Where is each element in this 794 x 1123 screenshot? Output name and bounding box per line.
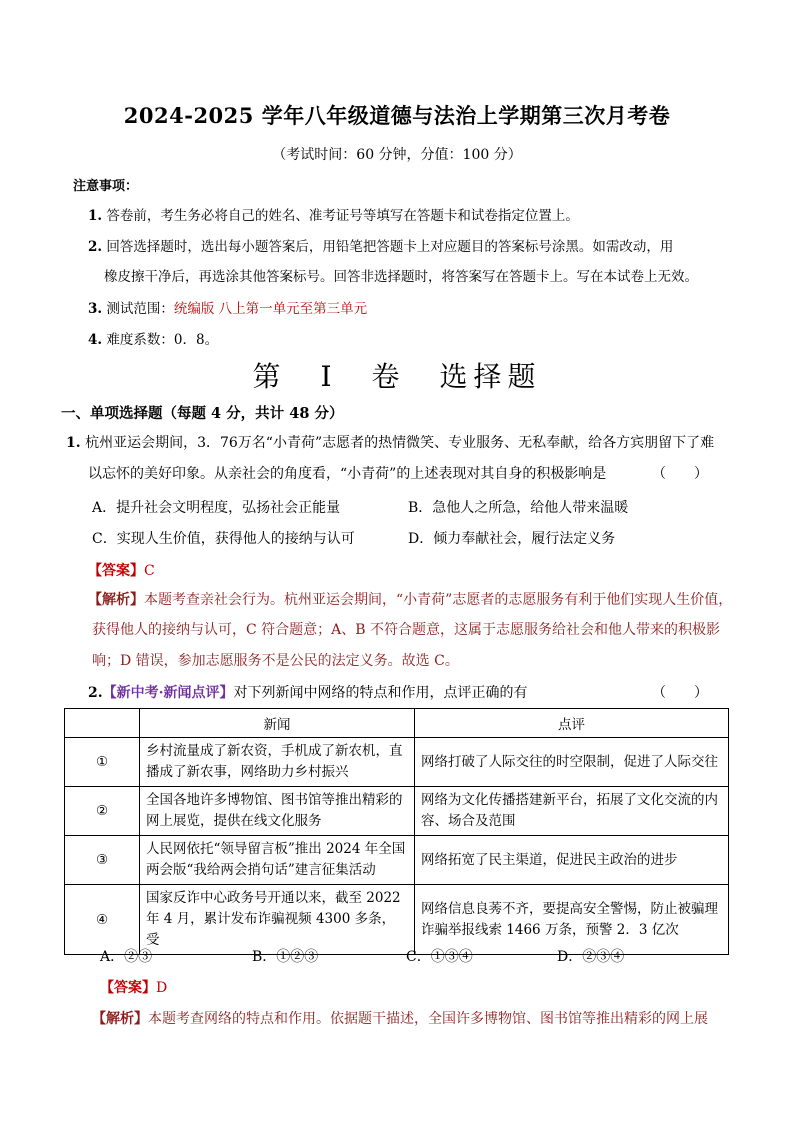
section-title: 第 I 卷 选择题: [252, 360, 542, 393]
q1-answer-value: C: [144, 563, 155, 579]
notice-item-1: [88, 206, 579, 226]
row-news: 全国各地许多博物馆、图书馆等推出精彩的网上展览，提供在线文化服务: [140, 787, 415, 836]
notice-heading: 注意事项：: [73, 179, 139, 194]
q2-analysis-tag: 【解析】: [92, 1011, 148, 1027]
q1-line1: [66, 428, 714, 458]
notice-item-1-num: 1.: [88, 208, 103, 224]
notice-item-3: [88, 299, 367, 319]
notice-item-4-num: 4.: [88, 332, 103, 348]
q1-analysis-text1: 本题考查亲社会行为。杭州亚运会期间，“小青荷”志愿者的志愿服务有利于他们实现人生价值，: [144, 592, 733, 608]
q2-number: 2.: [88, 685, 103, 701]
q2-analysis-text1: 本题考查网络的特点和作用。依据题干描述，全国许多博物馆、图书馆等推出精彩的网上展: [148, 1011, 708, 1027]
row-news: 国家反诈中心政务号开通以来，截至 2022 年 4 月，累计发布诈骗视频 4300 多条，受: [140, 885, 415, 955]
table-row: [65, 787, 729, 836]
notice-item-4-text: 难度系数：0．8。: [106, 332, 219, 348]
q1-option-d: D．倾力奉献社会，履行法定义务: [408, 531, 616, 547]
q1-analysis-line2: 获得他人的接纳与认可，C 符合题意；A、B 不符合题意，这属于志愿服务给社会和他人带来的积极影: [92, 622, 721, 638]
table-row: [65, 885, 729, 955]
q1-answer-tag: 【答案】: [88, 563, 144, 579]
header-comment: 点评: [415, 709, 729, 738]
table-row: [65, 836, 729, 885]
q2-analysis-line1: [92, 1003, 708, 1035]
notice-item-2-cont: 橡皮擦干净后，再选涂其他答案标号。回答非选择题时，将答案写在答题卡上。写在本试卷上无效。: [104, 269, 698, 285]
q2-option-b: B．①②③: [252, 949, 319, 965]
q1-analysis-line3: 响；D 错误，参加志愿服务不是公民的法定义务。故选 C。: [92, 653, 459, 669]
q2-option-c: C．①③④: [406, 949, 473, 965]
row-num: ①: [65, 738, 140, 787]
q2-answer: [100, 977, 167, 997]
q2-stem: 对下列新闻中网络的特点和作用，点评正确的有: [233, 685, 528, 701]
q2-line1: [88, 678, 528, 708]
q2-answer-value: D: [156, 980, 168, 996]
q2-option-d: D．②③④: [557, 949, 625, 965]
q2-bracket: （ ）: [652, 685, 708, 701]
part-heading: 一、单项选择题（每题 4 分，共计 48 分）: [61, 405, 344, 422]
row-comment: 网络为文化传播搭建新平台，拓展了文化交流的内容、场合及范围: [415, 787, 729, 836]
q1-stem-line1: 杭州亚运会期间，3．76万名“小青荷”志愿者的热情微笑、专业服务、无私奉献，给各方宾朋留下了难: [85, 435, 715, 451]
row-num: ④: [65, 885, 140, 955]
q1-answer: [88, 560, 155, 580]
notice-item-1-text: 答卷前，考生务必将自己的姓名、准考证号等填写在答题卡和试卷指定位置上。: [106, 208, 579, 224]
notice-item-2-line1: 回答选择题时，选出每小题答案后，用铅笔把答题卡上对应题目的答案标号涂黑。如需改动，用: [106, 239, 674, 255]
row-comment: 网络信息良莠不齐，要提高安全警惕，防止被骗理诈骗举报线索 1466 万条，预警 2．3 亿次: [415, 885, 729, 955]
header-news: 新闻: [140, 709, 415, 738]
exam-title: 2024-2025 学年八年级道德与法治上学期第三次月考卷: [123, 103, 671, 128]
q1-option-c: C．实现人生价值，获得他人的接纳与认可: [92, 531, 355, 547]
row-num: ③: [65, 836, 140, 885]
q1-line2: 以忘怀的美好印象。从亲社会的角度看，“小青荷”的上述表现对其自身的积极影响是: [88, 466, 607, 482]
header-num-cell: [65, 709, 140, 738]
notice-item-4: [88, 330, 218, 350]
q1-option-a: A．提升社会文明程度，弘扬社会正能量: [92, 500, 341, 516]
q1-bracket: （ ）: [652, 466, 708, 482]
q1-option-b: B．急他人之所急，给他人带来温暖: [408, 500, 629, 516]
row-num: ②: [65, 787, 140, 836]
exam-subtitle: （考试时间：60 分钟，分值：100 分）: [272, 147, 522, 163]
notice-item-3-num: 3.: [88, 301, 103, 317]
news-table-header: [65, 709, 729, 738]
notice-item-2-num: 2.: [88, 239, 103, 255]
row-comment: 网络拓宽了民主渠道，促进民主政治的进步: [415, 836, 729, 885]
row-comment: 网络打破了人际交往的时空限制，促进了人际交往: [415, 738, 729, 787]
notice-item-3-label: 测试范围：: [106, 301, 174, 317]
q2-option-a: A．②③: [100, 949, 153, 965]
q2-answer-tag: 【答案】: [100, 980, 156, 996]
notice-item-3-value: 统编版 八上第一单元至第三单元: [173, 301, 368, 317]
q2-tag: 【新中考·新闻点评】: [102, 685, 234, 701]
q1-number: 1.: [66, 435, 81, 451]
q1-analysis-tag: 【解析】: [88, 592, 144, 608]
row-news: 人民网依托“领导留言板”推出 2024 年全国两会版“我给两会捎句话”建言征集活动: [140, 836, 415, 885]
notice-item-2: [88, 237, 673, 257]
q1-analysis-line1: [88, 584, 732, 616]
row-news: 乡村流量成了新农资，手机成了新农机，直播成了新农事，网络助力乡村振兴: [140, 738, 415, 787]
table-row: [65, 738, 729, 787]
news-table: [64, 708, 729, 955]
